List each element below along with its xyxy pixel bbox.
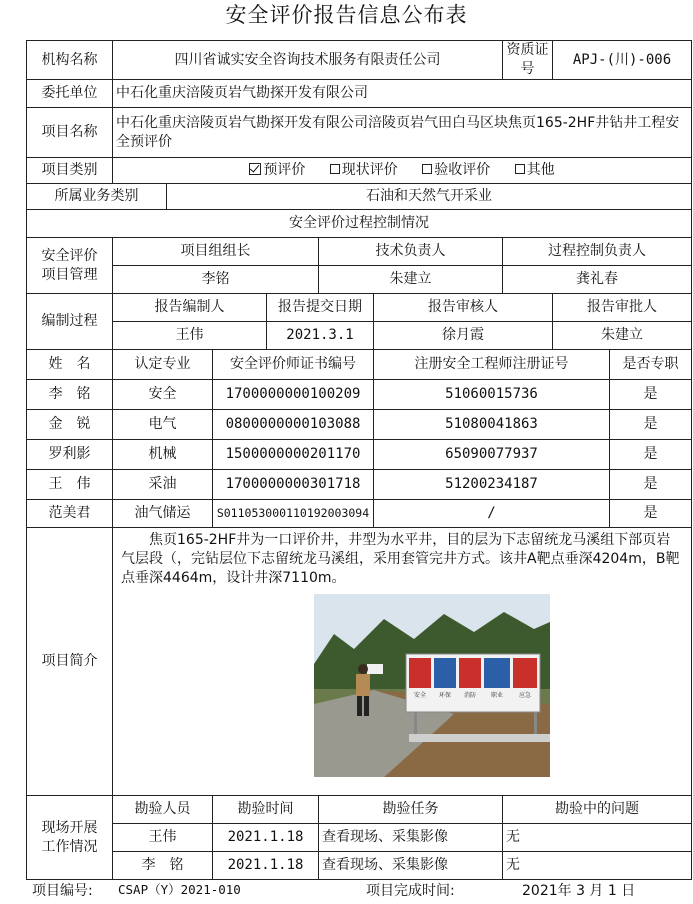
project-name-label: 项目名称	[27, 108, 113, 158]
process-section-heading: 安全评价过程控制情况	[27, 210, 692, 238]
option-pre-eval: 预评价	[249, 162, 305, 178]
intro-label: 项目简介	[27, 528, 113, 796]
sign-post	[414, 712, 417, 734]
business-label: 所属业务类别	[27, 184, 167, 210]
staff-header-major: 认定专业	[113, 350, 213, 380]
project-name-value: 中石化重庆涪陵页岩气勘探开发有限公司涪陵页岩气田白马区块焦页165-2HF井钻井工程安全预评价	[113, 108, 692, 158]
sign-panel	[434, 658, 456, 688]
site-photo	[314, 594, 550, 777]
project-code-label: 项目编号:	[32, 883, 93, 899]
compilation-header-date: 报告提交日期	[267, 294, 374, 322]
site-row: 李 铭 2021.1.18 查看现场、采集影像 无	[27, 852, 692, 880]
business-value: 石油和天然气开采业	[167, 184, 692, 210]
management-label: 安全评价 项目管理	[27, 238, 113, 294]
management-header-tech: 技术负责人	[319, 238, 503, 266]
staff-header-reg: 注册安全工程师注册证号	[374, 350, 610, 380]
sign-panel	[484, 658, 510, 688]
compilation-header-approver: 报告审批人	[553, 294, 692, 322]
staff-row: 罗利影 机械 1500000000201170 65090077937 是	[27, 440, 692, 470]
option-acceptance-eval: 验收评价	[422, 162, 490, 178]
client-label: 委托单位	[27, 80, 113, 108]
client-value: 中石化重庆涪陵页岩气勘探开发有限公司	[113, 80, 692, 108]
staff-header-fulltime: 是否专职	[610, 350, 692, 380]
site-header-issue: 勘验中的问题	[503, 796, 692, 824]
sign-panel	[513, 658, 537, 688]
staff-row: 范美君 油气储运 S011053000110192003094 / 是	[27, 500, 692, 528]
photo-person-leg	[357, 696, 362, 716]
page-title: 安全评价报告信息公布表	[225, 3, 468, 27]
checkbox-icon	[330, 164, 340, 174]
site-header-task: 勘验任务	[319, 796, 503, 824]
footer	[26, 880, 691, 902]
sign-panel	[459, 658, 481, 688]
sign-label: 环保	[438, 692, 452, 699]
management-header-control: 过程控制负责人	[503, 238, 692, 266]
compilation-label: 编制过程	[27, 294, 113, 350]
compilation-date: 2021.3.1	[267, 322, 374, 350]
intro-cell	[113, 528, 692, 796]
checkbox-icon	[515, 164, 525, 174]
compilation-reviewer: 徐月霞	[374, 322, 553, 350]
staff-row: 王 伟 采油 1700000000301718 51200234187 是	[27, 470, 692, 500]
management-tech: 朱建立	[319, 266, 503, 294]
staff-row: 李 铭 安全 1700000000100209 51060015736 是	[27, 380, 692, 410]
checkbox-icon	[422, 164, 432, 174]
management-control: 龚礼春	[503, 266, 692, 294]
completion-date: 2021年 3 月 1 日	[522, 883, 636, 899]
project-type-label: 项目类别	[27, 158, 113, 184]
project-type-options	[113, 158, 692, 184]
option-other: 其他	[515, 162, 555, 178]
staff-row: 金 锐 电气 0800000000103088 51080041863 是	[27, 410, 692, 440]
staff-header-name: 姓 名	[27, 350, 113, 380]
management-header-leader: 项目组组长	[113, 238, 319, 266]
institution-value: 四川省诚实安全咨询技术服务有限责任公司	[113, 41, 503, 80]
info-table	[26, 40, 692, 880]
site-header-person: 勘验人员	[113, 796, 213, 824]
project-code-value: CSAP（Y）2021-010	[118, 882, 241, 897]
site-work-label: 现场开展 工作情况	[27, 796, 113, 880]
sign-label: 安全	[413, 692, 427, 699]
sign-panel	[409, 658, 431, 688]
cert-value: APJ-(川)-006	[553, 41, 692, 80]
option-status-eval: 现状评价	[330, 162, 398, 178]
photo-person-head	[358, 664, 368, 674]
photo-car	[367, 664, 383, 674]
photo-person-leg	[364, 696, 369, 716]
intro-text: 焦页165-2HF井为一口评价井，井型为水平井，目的层为下志留统龙马溪组下部页岩气层段（，完钻层位下志留统龙马溪组，采用套管完井方式。该井A靶点垂深4204m，B靶点垂深4464m，设计井深7110m。	[121, 532, 680, 586]
cert-label: 资质证号	[503, 41, 553, 80]
institution-label: 机构名称	[27, 41, 113, 80]
compilation-header-reviewer: 报告审核人	[374, 294, 553, 322]
compilation-header-author: 报告编制人	[113, 294, 267, 322]
completion-label: 项目完成时间:	[366, 883, 455, 899]
site-header-date: 勘验时间	[213, 796, 319, 824]
compilation-approver: 朱建立	[553, 322, 692, 350]
photo-person-body	[356, 674, 370, 696]
sign-post	[534, 712, 537, 734]
sign-label: 职业	[490, 692, 504, 699]
sign-label: 消防	[463, 692, 477, 699]
sign-label: 应急	[518, 692, 532, 699]
compilation-author: 王伟	[113, 322, 267, 350]
site-row: 王伟 2021.1.18 查看现场、采集影像 无	[27, 824, 692, 852]
photo-curb	[409, 734, 550, 742]
checked-checkbox-icon	[249, 163, 261, 175]
staff-header-cert: 安全评价师证书编号	[213, 350, 374, 380]
management-leader: 李铭	[113, 266, 319, 294]
